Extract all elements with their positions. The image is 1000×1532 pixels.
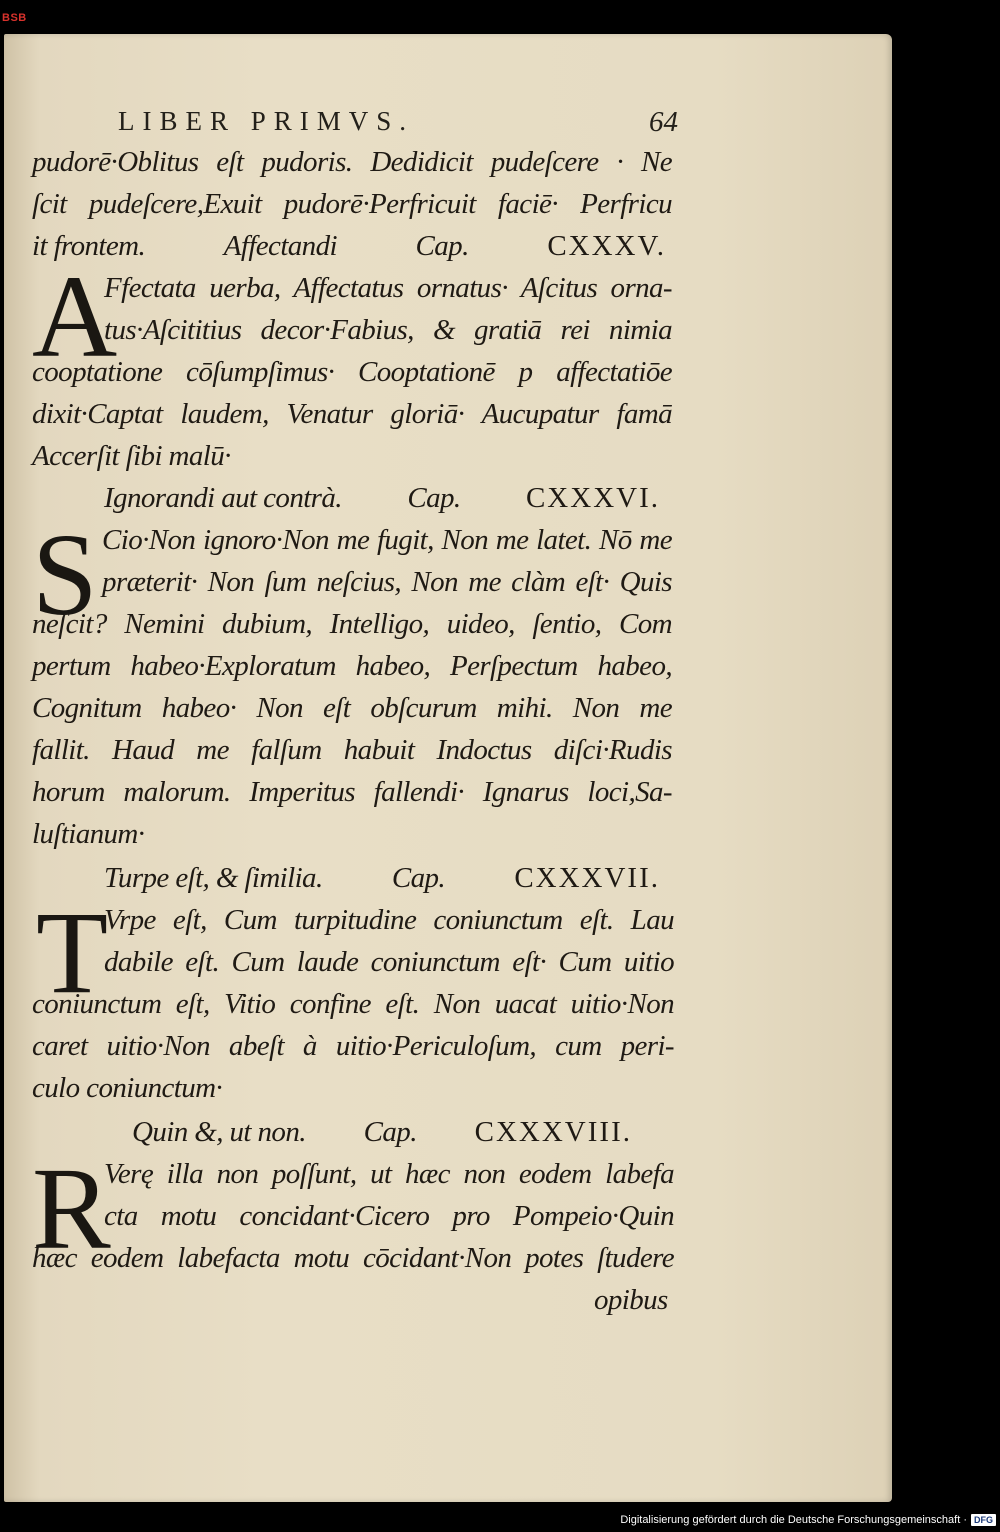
text-line: Cognitum habeo· Non eſt obſcurum mihi. Non me [32,692,672,724]
chapter-number: CXXXVIII. [474,1116,632,1148]
running-header [118,106,678,139]
chapter-label: Cap. [391,862,446,894]
catchword: opibus [594,1284,668,1316]
chapter-number: CXXXVI. [525,482,660,514]
chapter-title: Turpe eſt, & ſimilia. [104,862,323,894]
text-line: luſtianum· [32,818,145,850]
text-line: Vrpe eſt, Cum turpitudine coniunctum eſt. Lau [104,904,674,936]
drop-cap-initial: A [32,251,117,382]
text-line: Ffectata uerba, Affectatus ornatus· Aſcitus orna- [104,272,672,304]
text-line: culo coniunctum· [32,1072,223,1104]
text-line: cooptatione cōſumpſimus· Cooptationē p affectatiōe [32,356,672,388]
text-line: præterit· Non ſum neſcius, Non me clàm eſt· Quis [102,566,672,598]
text-line: Accerſit ſibi malū· [32,440,231,472]
chapter-heading [104,858,660,898]
chapter-number: CXXXV. [547,230,666,262]
chapter-heading [104,478,660,518]
text-line: Verę illa non poſſunt, ut hæc non eodem labefa [104,1158,674,1190]
chapter-heading [32,226,666,266]
chapter-title: Ignorandi aut contrà. [104,482,342,514]
bsb-watermark: BSB [2,12,27,24]
chapter-title: Quin &, ut non. [132,1116,306,1148]
chapter-label: Cap. [415,230,469,262]
text-line: pertum habeo·Exploratum habeo, Perſpectum habeo, [32,650,672,682]
dfg-logo-icon: DFG [971,1514,996,1526]
credit-text: Digitalisierung gefördert durch die Deutsche Forschungsgemeinschaft · [620,1514,967,1526]
drop-cap-initial: T [36,887,108,1018]
text-line: tus·Aſcititius decor·Fabius, & gratiā rei nimia [104,314,672,346]
text-line: fallit. Haud me falſum habuit Indoctus diſci·Rudis [32,734,672,766]
chapter-number: CXXXVII. [514,862,660,894]
text-line: neſcit? Nemini dubium, Intelligo, uideo, ſentio, Com [32,608,672,640]
footer-credit [620,1514,996,1526]
text-line: coniunctum eſt, Vitio confine eſt. Non uacat uitio·Non [32,988,674,1020]
text-line: caret uitio·Non abeſt à uitio·Periculoſum, cum peri- [32,1030,674,1062]
chapter-label: Cap. [407,482,461,514]
chapter-heading [132,1112,632,1152]
text-line: ſcit pudeſcere,Exuit pudorē·Perfricuit faciē· Perfricu [32,188,672,220]
chapter-title: Affectandi [223,230,337,262]
text-line: dixit·Captat laudem, Venatur gloriā· Aucupatur famā [32,398,672,430]
book-page [4,34,892,1502]
text-line: hæc eodem labefacta motu cōcidant·Non potes ſtudere [32,1242,674,1274]
text-line: Cio·Non ignoro·Non me fugit, Non me latet. Nō me [102,524,672,556]
drop-cap-initial: S [32,509,98,640]
text-line: horum malorum. Imperitus fallendi· Ignarus loci,Sa- [32,776,672,808]
text-line: dabile eſt. Cum laude coniunctum eſt· Cum uitio [104,946,674,978]
text-line: pudorē·Oblitus eſt pudoris. Dedidicit pudeſcere · Ne [32,146,672,178]
text-line: cta motu concidant·Cicero pro Pompeio·Quin [104,1200,674,1232]
text-line: it frontem. [32,230,146,262]
chapter-label: Cap. [363,1116,417,1148]
drop-cap-initial: R [32,1143,111,1274]
running-title: LIBER PRIMVS. [118,106,415,136]
folio-number: 64 [649,106,678,138]
